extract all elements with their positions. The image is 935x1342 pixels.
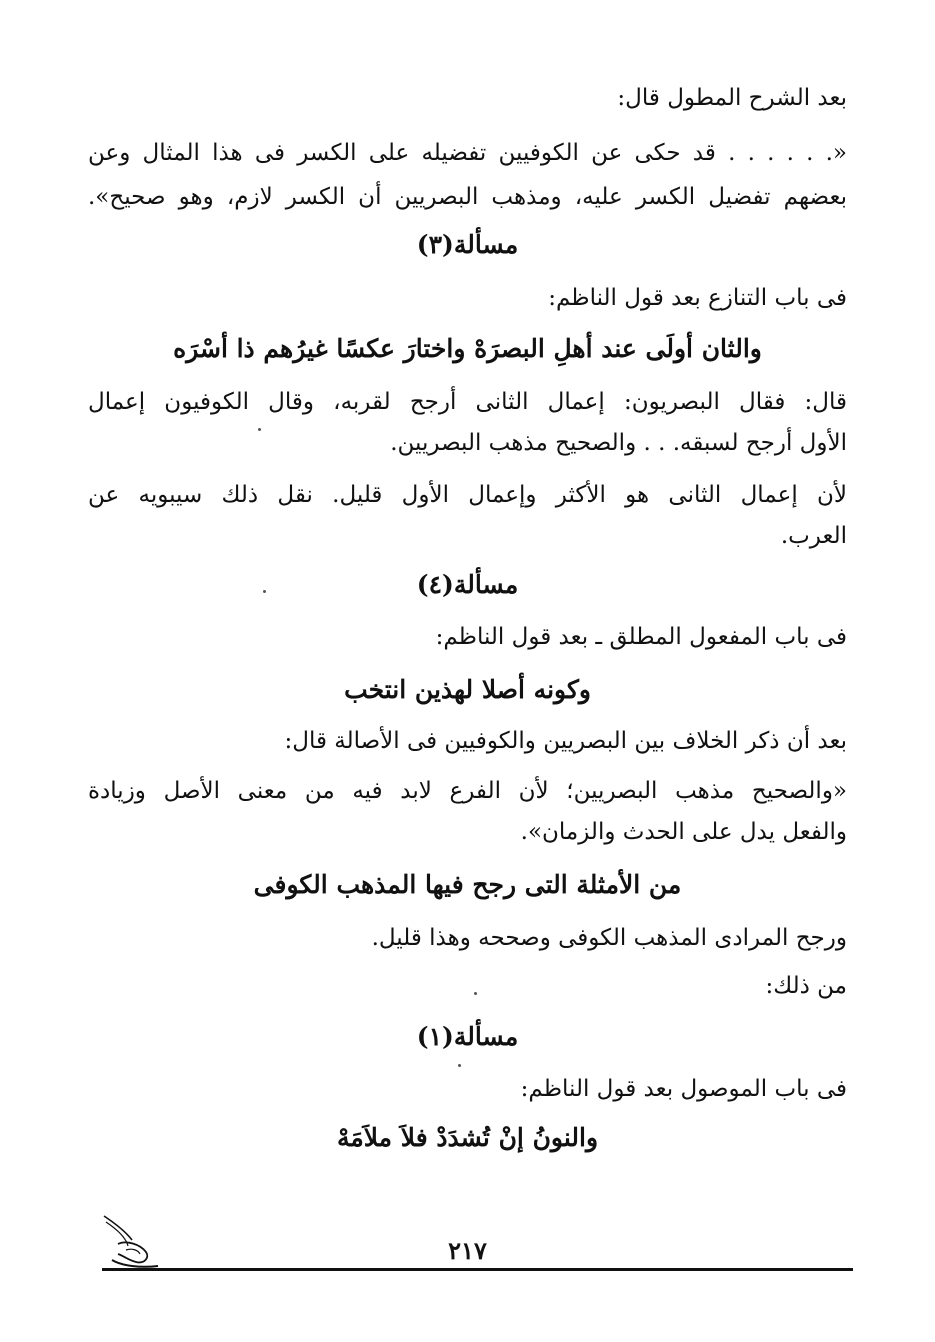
quote-line: والفعل يدل على الحدث والزمان». [520, 819, 847, 845]
scan-speck [258, 428, 261, 431]
quote-line: «. . . . . . قد حكى عن الكوفيين تفضيله على الكسر فى هذا المثال وعن [88, 140, 847, 166]
verse-line: والنونُ إنْ تُشدَدْ فلاَ ملاَمَهْ [336, 1123, 599, 1152]
text-line: بعد أن ذكر الخلاف بين البصريين والكوفيين فى الأصالة قال: [284, 728, 847, 754]
text-line: فى باب التنازع بعد قول الناظم: [548, 285, 847, 311]
quote-line: بعضهم تفضيل الكسر عليه، ومذهب البصريين أن الكسر لازم، وهو صحيح». [88, 184, 847, 210]
issue-heading: مسألة(٤) [416, 570, 519, 599]
verse-line: والثان أولَى عند أهلِ البصرَهْ واختارَ عكسًا غيرُهم ذا أسْرَه [173, 334, 762, 363]
quote-line: «والصحيح مذهب البصريين؛ لأن الفرع لابد فيه من معنى الأصل وزيادة [88, 778, 847, 804]
verse-line: وكونه أصلا لهذين انتخب [344, 675, 591, 704]
scan-speck [263, 590, 266, 593]
scan-speck [458, 1064, 461, 1067]
footer-rule [102, 1268, 853, 1271]
text-line: ورجح المرادى المذهب الكوفى وصححه وهذا قليل. [371, 925, 847, 951]
issue-heading: مسألة(١) [416, 1022, 519, 1051]
scan-speck [474, 992, 477, 995]
section-heading: من الأمثلة التى رجح فيها المذهب الكوفى [253, 870, 682, 899]
text-line: فى باب المفعول المطلق ـ بعد قول الناظم: [435, 624, 847, 650]
publisher-logo-icon [96, 1210, 166, 1270]
issue-heading: مسألة(٣) [416, 230, 519, 259]
page-number: ٢١٧ [448, 1236, 487, 1265]
text-line: بعد الشرح المطول قال: [617, 85, 847, 111]
text-line: من ذلك: [765, 973, 847, 999]
paragraph-line: لأن إعمال الثانى هو الأكثر وإعمال الأول قليل. نقل ذلك سيبويه عن [88, 482, 847, 508]
paragraph-line: الأول أرجح لسبقه. . . والصحيح مذهب البصريين. [390, 430, 847, 456]
paragraph-line: قال: فقال البصريون: إعمال الثانى أرجح لقربه، وقال الكوفيون إعمال [88, 389, 847, 415]
text-line: فى باب الموصول بعد قول الناظم: [520, 1076, 847, 1102]
paragraph-line: العرب. [780, 523, 847, 549]
